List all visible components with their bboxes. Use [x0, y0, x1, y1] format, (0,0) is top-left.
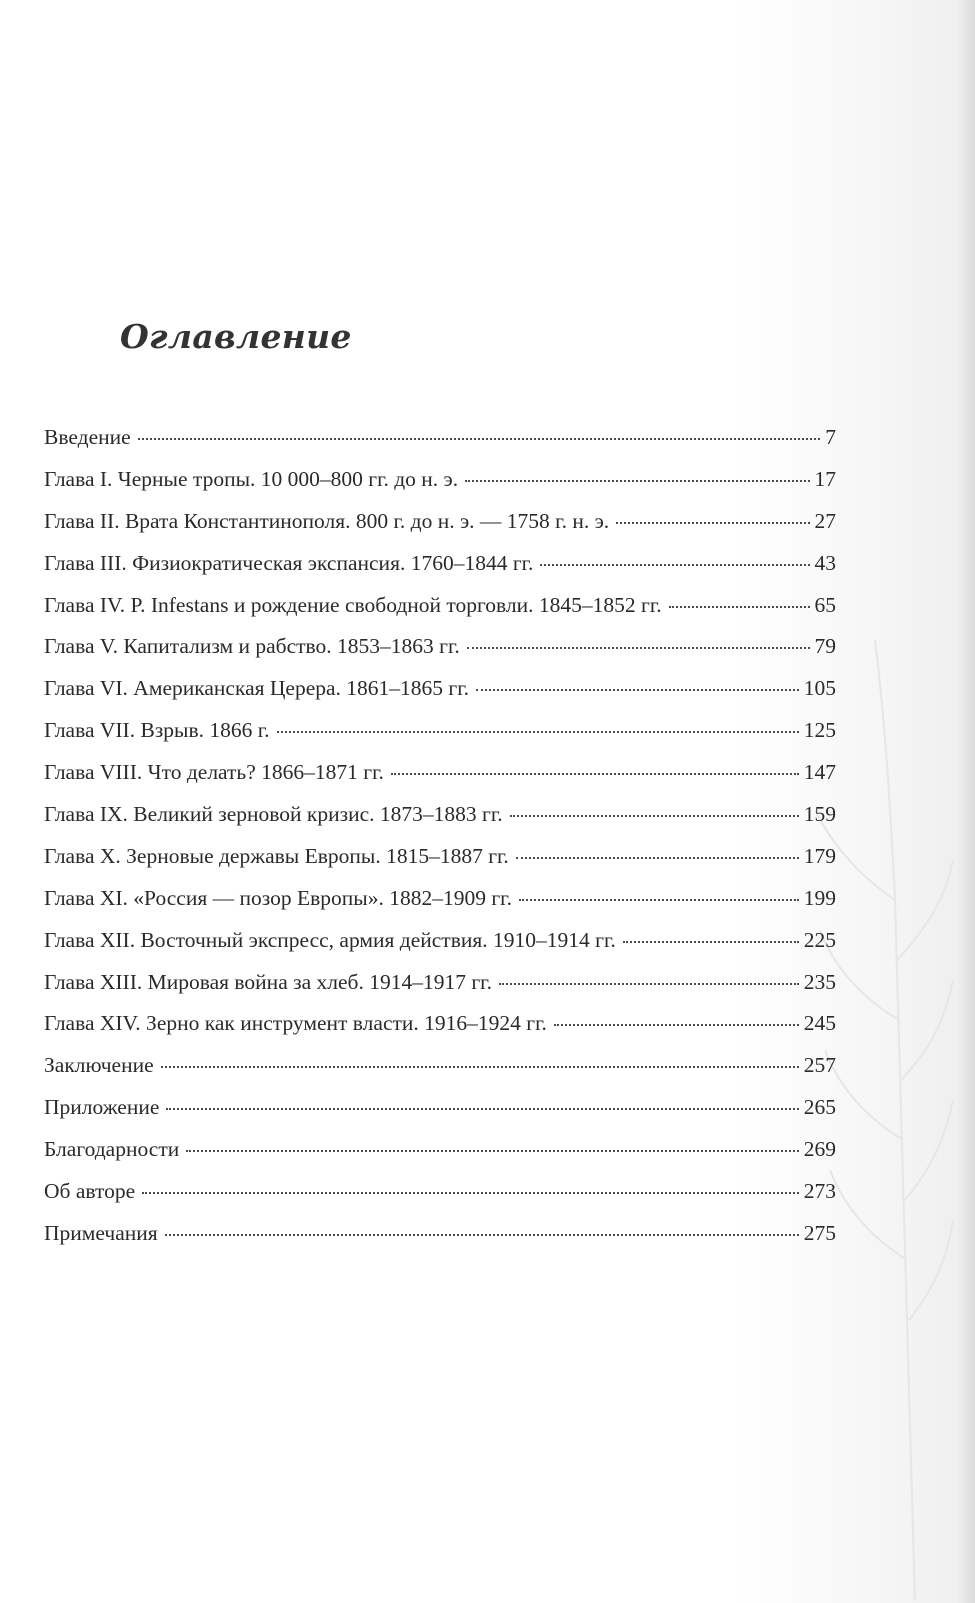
dot-leader [669, 606, 810, 608]
page-title: Оглавление [120, 317, 352, 356]
toc-entry [44, 551, 836, 593]
toc-entry-title: Глава XII. Восточный экспресс, армия действия. 1910–1914 гг. [44, 927, 616, 952]
toc-entry-page-number: 225 [803, 927, 836, 952]
toc-entry [44, 676, 836, 718]
toc-entry-title: Глава XI. «Россия — позор Европы». 1882–1909 гг. [44, 885, 512, 910]
toc-entry-title: Глава III. Физиократическая экспансия. 1760–1844 гг. [44, 550, 534, 575]
toc-entry-page-number: 43 [814, 550, 836, 575]
toc-entry [44, 1095, 836, 1137]
dot-leader [623, 941, 799, 943]
toc-entry [44, 718, 836, 760]
toc-entry [44, 1221, 836, 1263]
dot-leader [554, 1024, 799, 1026]
dot-leader [166, 1108, 798, 1110]
toc-entry-title: Об авторе [44, 1179, 136, 1204]
toc-entry [44, 970, 836, 1012]
toc-entry-page-number: 199 [803, 885, 836, 910]
toc-entry-page-number: 265 [803, 1095, 836, 1120]
toc-entry-page-number: 269 [803, 1137, 836, 1162]
toc-entry [44, 760, 836, 802]
dot-leader [391, 773, 799, 775]
toc-entry-title: Глава XIII. Мировая война за хлеб. 1914–1917 гг. [44, 969, 492, 994]
toc-entry [44, 425, 836, 467]
toc-entry-title: Приложение [44, 1095, 160, 1120]
toc-entry-page-number: 275 [803, 1220, 836, 1245]
page-edge-shadow [957, 0, 975, 1603]
dot-leader [142, 1192, 799, 1194]
toc-entry-page-number: 257 [803, 1053, 836, 1078]
toc-entry-page-number: 159 [803, 802, 836, 827]
toc-entry-title: Глава IX. Великий зерновой кризис. 1873–1883 гг. [44, 802, 503, 827]
dot-leader [476, 689, 799, 691]
toc-entry [44, 467, 836, 509]
toc-entry-title: Глава X. Зерновые державы Европы. 1815–1887 гг. [44, 843, 509, 868]
toc-entry-title: Введение [44, 425, 131, 449]
toc-entry-page-number: 235 [803, 969, 836, 994]
toc-entry [44, 1137, 836, 1179]
dot-leader [467, 647, 810, 649]
toc-entry [44, 844, 836, 886]
toc-entry [44, 928, 836, 970]
toc-entry-title: Глава VIII. Что делать? 1866–1871 гг. [44, 760, 384, 785]
toc-entry [44, 1053, 836, 1095]
toc-entry [44, 509, 836, 551]
dot-leader [499, 983, 799, 985]
toc-entry-title: Заключение [44, 1053, 154, 1078]
toc-entry-title: Примечания [44, 1220, 158, 1245]
dot-leader [138, 438, 821, 440]
toc-entry-title: Глава XIV. Зерно как инструмент власти. 1916–1924 гг. [44, 1011, 547, 1036]
toc-entry-title: Глава V. Капитализм и рабство. 1853–1863 гг. [44, 634, 460, 659]
dot-leader [165, 1234, 799, 1236]
dot-leader [465, 480, 809, 482]
toc-entry-page-number: 7 [825, 425, 836, 449]
dot-leader [519, 899, 799, 901]
toc-entry-page-number: 245 [803, 1011, 836, 1036]
dot-leader [540, 564, 809, 566]
table-of-contents [44, 425, 836, 1263]
toc-entry-title: Глава I. Черные тропы. 10 000–800 гг. до н. э. [44, 466, 459, 491]
dot-leader [277, 731, 799, 733]
dot-leader [186, 1150, 799, 1152]
toc-entry-page-number: 27 [814, 508, 836, 533]
toc-entry [44, 634, 836, 676]
toc-entry-page-number: 79 [814, 634, 836, 659]
dot-leader [510, 815, 799, 817]
toc-entry-title: Глава II. Врата Константинополя. 800 г. до н. э. — 1758 г. н. э. [44, 508, 610, 533]
toc-entry [44, 593, 836, 635]
toc-entry-page-number: 65 [814, 592, 836, 617]
toc-entry [44, 1011, 836, 1053]
toc-entry [44, 1179, 836, 1221]
toc-entry-page-number: 273 [803, 1179, 836, 1204]
toc-entry-page-number: 147 [803, 760, 836, 785]
toc-entry-title: Глава IV. P. Infestans и рождение свободной торговли. 1845–1852 гг. [44, 592, 662, 617]
toc-entry-page-number: 17 [814, 466, 836, 491]
toc-entry-title: Благодарности [44, 1137, 180, 1162]
toc-entry-page-number: 125 [803, 718, 836, 743]
toc-entry-title: Глава VI. Американская Церера. 1861–1865 гг. [44, 676, 469, 701]
toc-entry [44, 886, 836, 928]
toc-entry-page-number: 105 [803, 676, 836, 701]
dot-leader [161, 1066, 799, 1068]
dot-leader [616, 522, 809, 524]
toc-entry-title: Глава VII. Взрыв. 1866 г. [44, 718, 270, 743]
toc-entry [44, 802, 836, 844]
dot-leader [516, 857, 799, 859]
toc-entry-page-number: 179 [803, 843, 836, 868]
